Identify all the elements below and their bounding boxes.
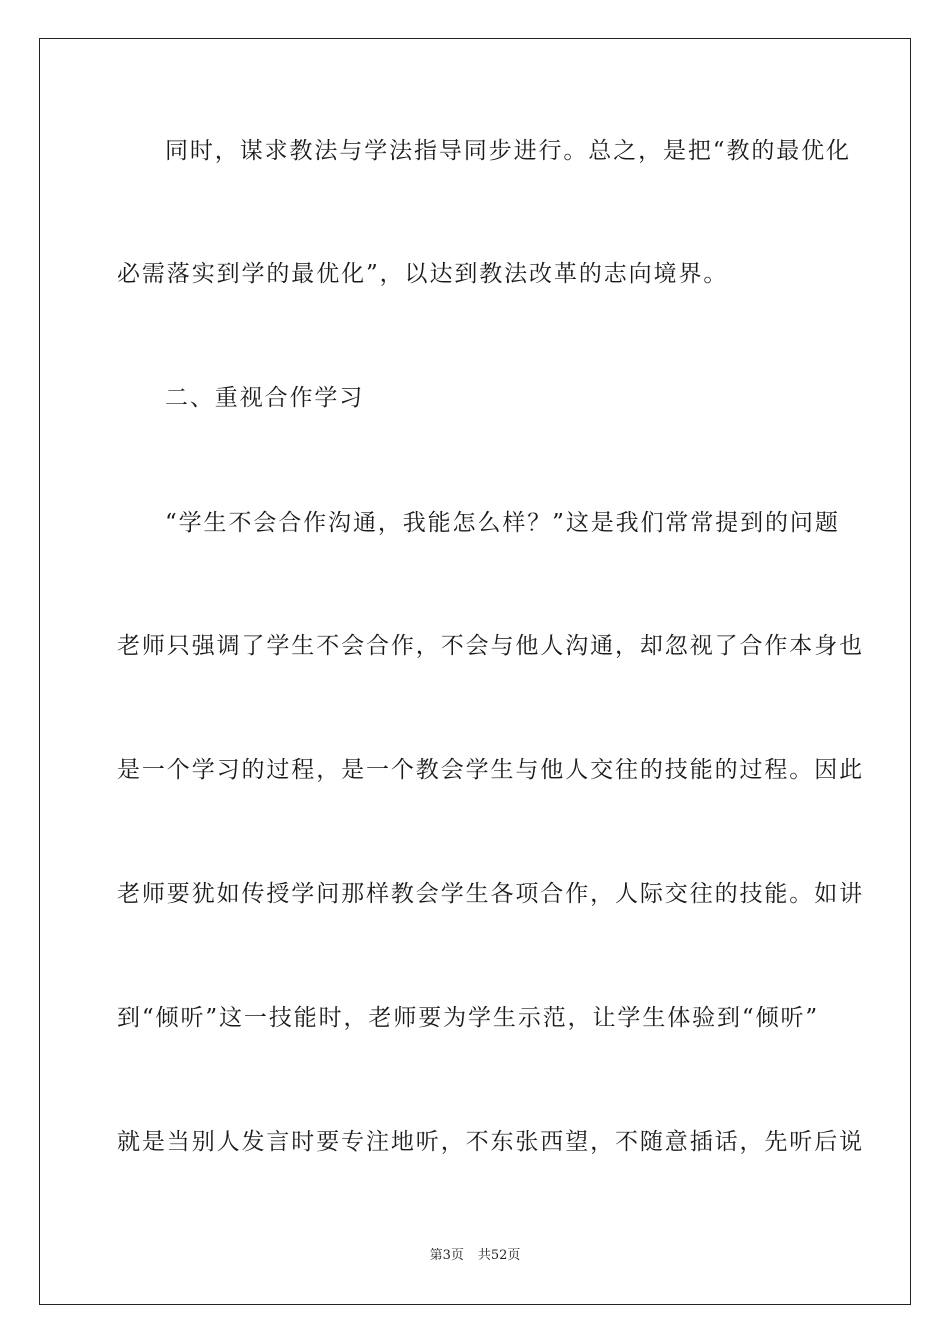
paragraph-line: 老师要犹如传授学问那样教会学生各项合作，人际交往的技能。如讲	[117, 881, 864, 907]
page-number: 第3页	[429, 1248, 464, 1263]
page-border	[39, 38, 911, 1305]
paragraph-line: 就是当别人发言时要专注地听，不东张西望，不随意插话，先听后说	[117, 1129, 864, 1155]
paragraph-line: 老师只强调了学生不会合作，不会与他人沟通，却忽视了合作本身也	[117, 633, 864, 659]
section-heading: 二、重视合作学习	[165, 385, 365, 411]
paragraph-line: 到“倾听”这一技能时，老师要为学生示范，让学生体验到“倾听”	[117, 1005, 820, 1031]
paragraph-line: “学生不会合作沟通，我能怎么样？”这是我们常常提到的问题	[165, 510, 840, 536]
page-total: 共52页	[477, 1248, 521, 1263]
paragraph-line: 同时，谋求教法与学法指导同步进行。总之，是把“教的最优化	[165, 138, 851, 164]
paragraph-line: 是一个学习的过程，是一个教会学生与他人交往的技能的过程。因此	[117, 757, 864, 783]
page-footer	[0, 1247, 950, 1265]
paragraph-line: 必需落实到学的最优化”，以达到教法改革的志向境界。	[117, 261, 729, 287]
